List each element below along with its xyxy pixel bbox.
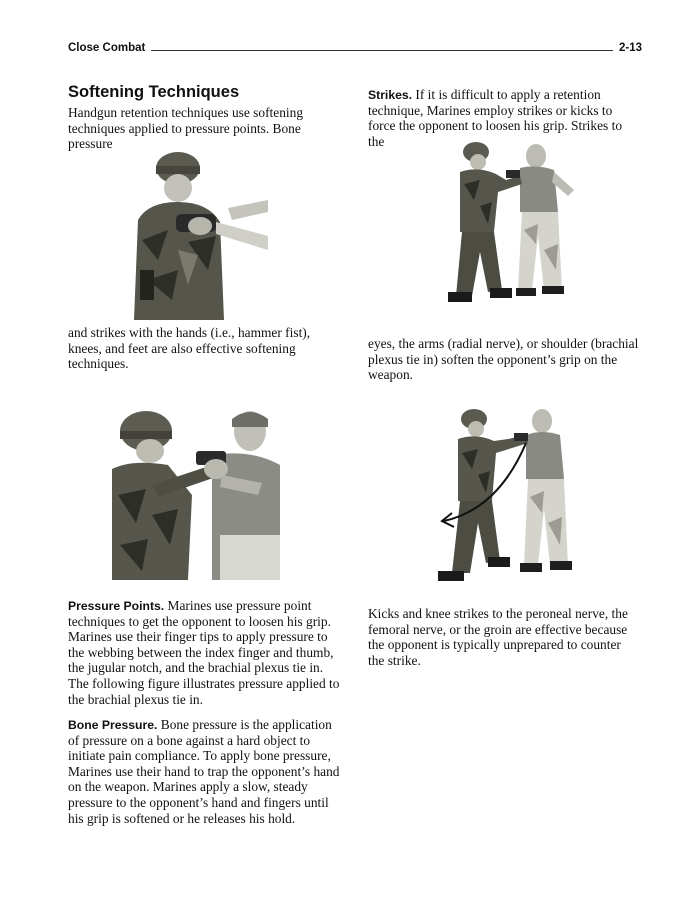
photo-strike bbox=[440, 140, 595, 312]
photo-handgun-grip bbox=[128, 150, 268, 320]
bone-pressure-lead: Bone Pressure. bbox=[68, 718, 158, 732]
kicks-paragraph: Kicks and knee strikes to the peroneal nerve, the femoral nerve, or the groin are effective because the opponent is typically unprepared to counter the strike. bbox=[368, 606, 628, 668]
pressure-points-text: Marines use pressure point techniques to get the opponent to loosen his grip. Marines use their finger tips to apply pressure to the webbing between the index finger and thumb, the jugular notch, and the brachial plexus tie in. The following figure illustrates pressure applied to the brachial plexus tie in. bbox=[68, 598, 340, 707]
bone-pressure-text: Bone pressure is the application of pressure on a bone against a hard object to initiate pain compliance. To apply bone pressure, Marines use their hand to trap the opponent’s hand on the weapon. Marines apply a slow, steady pressure to the opponent’s hand and fingers until his grip is softened or he releases his hold. bbox=[68, 717, 340, 826]
softening-paragraph-continued: and strikes with the hands (i.e., hammer fist), knees, and feet are also effective softening techniques. bbox=[68, 325, 311, 372]
header-rule bbox=[68, 50, 642, 51]
pressure-points-paragraph bbox=[68, 598, 340, 707]
strikes-paragraph-continued: eyes, the arms (radial nerve), or shoulder (brachial plexus tie in) soften the opponent’s grip on the weapon. bbox=[368, 336, 639, 383]
pressure-points-lead: Pressure Points. bbox=[68, 599, 165, 613]
photo-pressure-points bbox=[112, 405, 282, 580]
section-heading: Softening Techniques bbox=[68, 83, 240, 101]
header-section-title: Close Combat bbox=[68, 42, 151, 54]
intro-paragraph: Handgun retention techniques use softening techniques applied to pressure points. Bone pressure bbox=[68, 105, 304, 152]
header-page-number: 2-13 bbox=[613, 42, 642, 54]
strikes-text: If it is difficult to apply a retention technique, Marines employ strikes or kicks to force the opponent to loosen his grip. Strikes to the bbox=[368, 87, 623, 149]
strikes-lead: Strikes. bbox=[368, 88, 413, 102]
running-header bbox=[68, 42, 642, 58]
bone-pressure-paragraph bbox=[68, 717, 340, 826]
photo-knee-strike bbox=[428, 405, 590, 593]
